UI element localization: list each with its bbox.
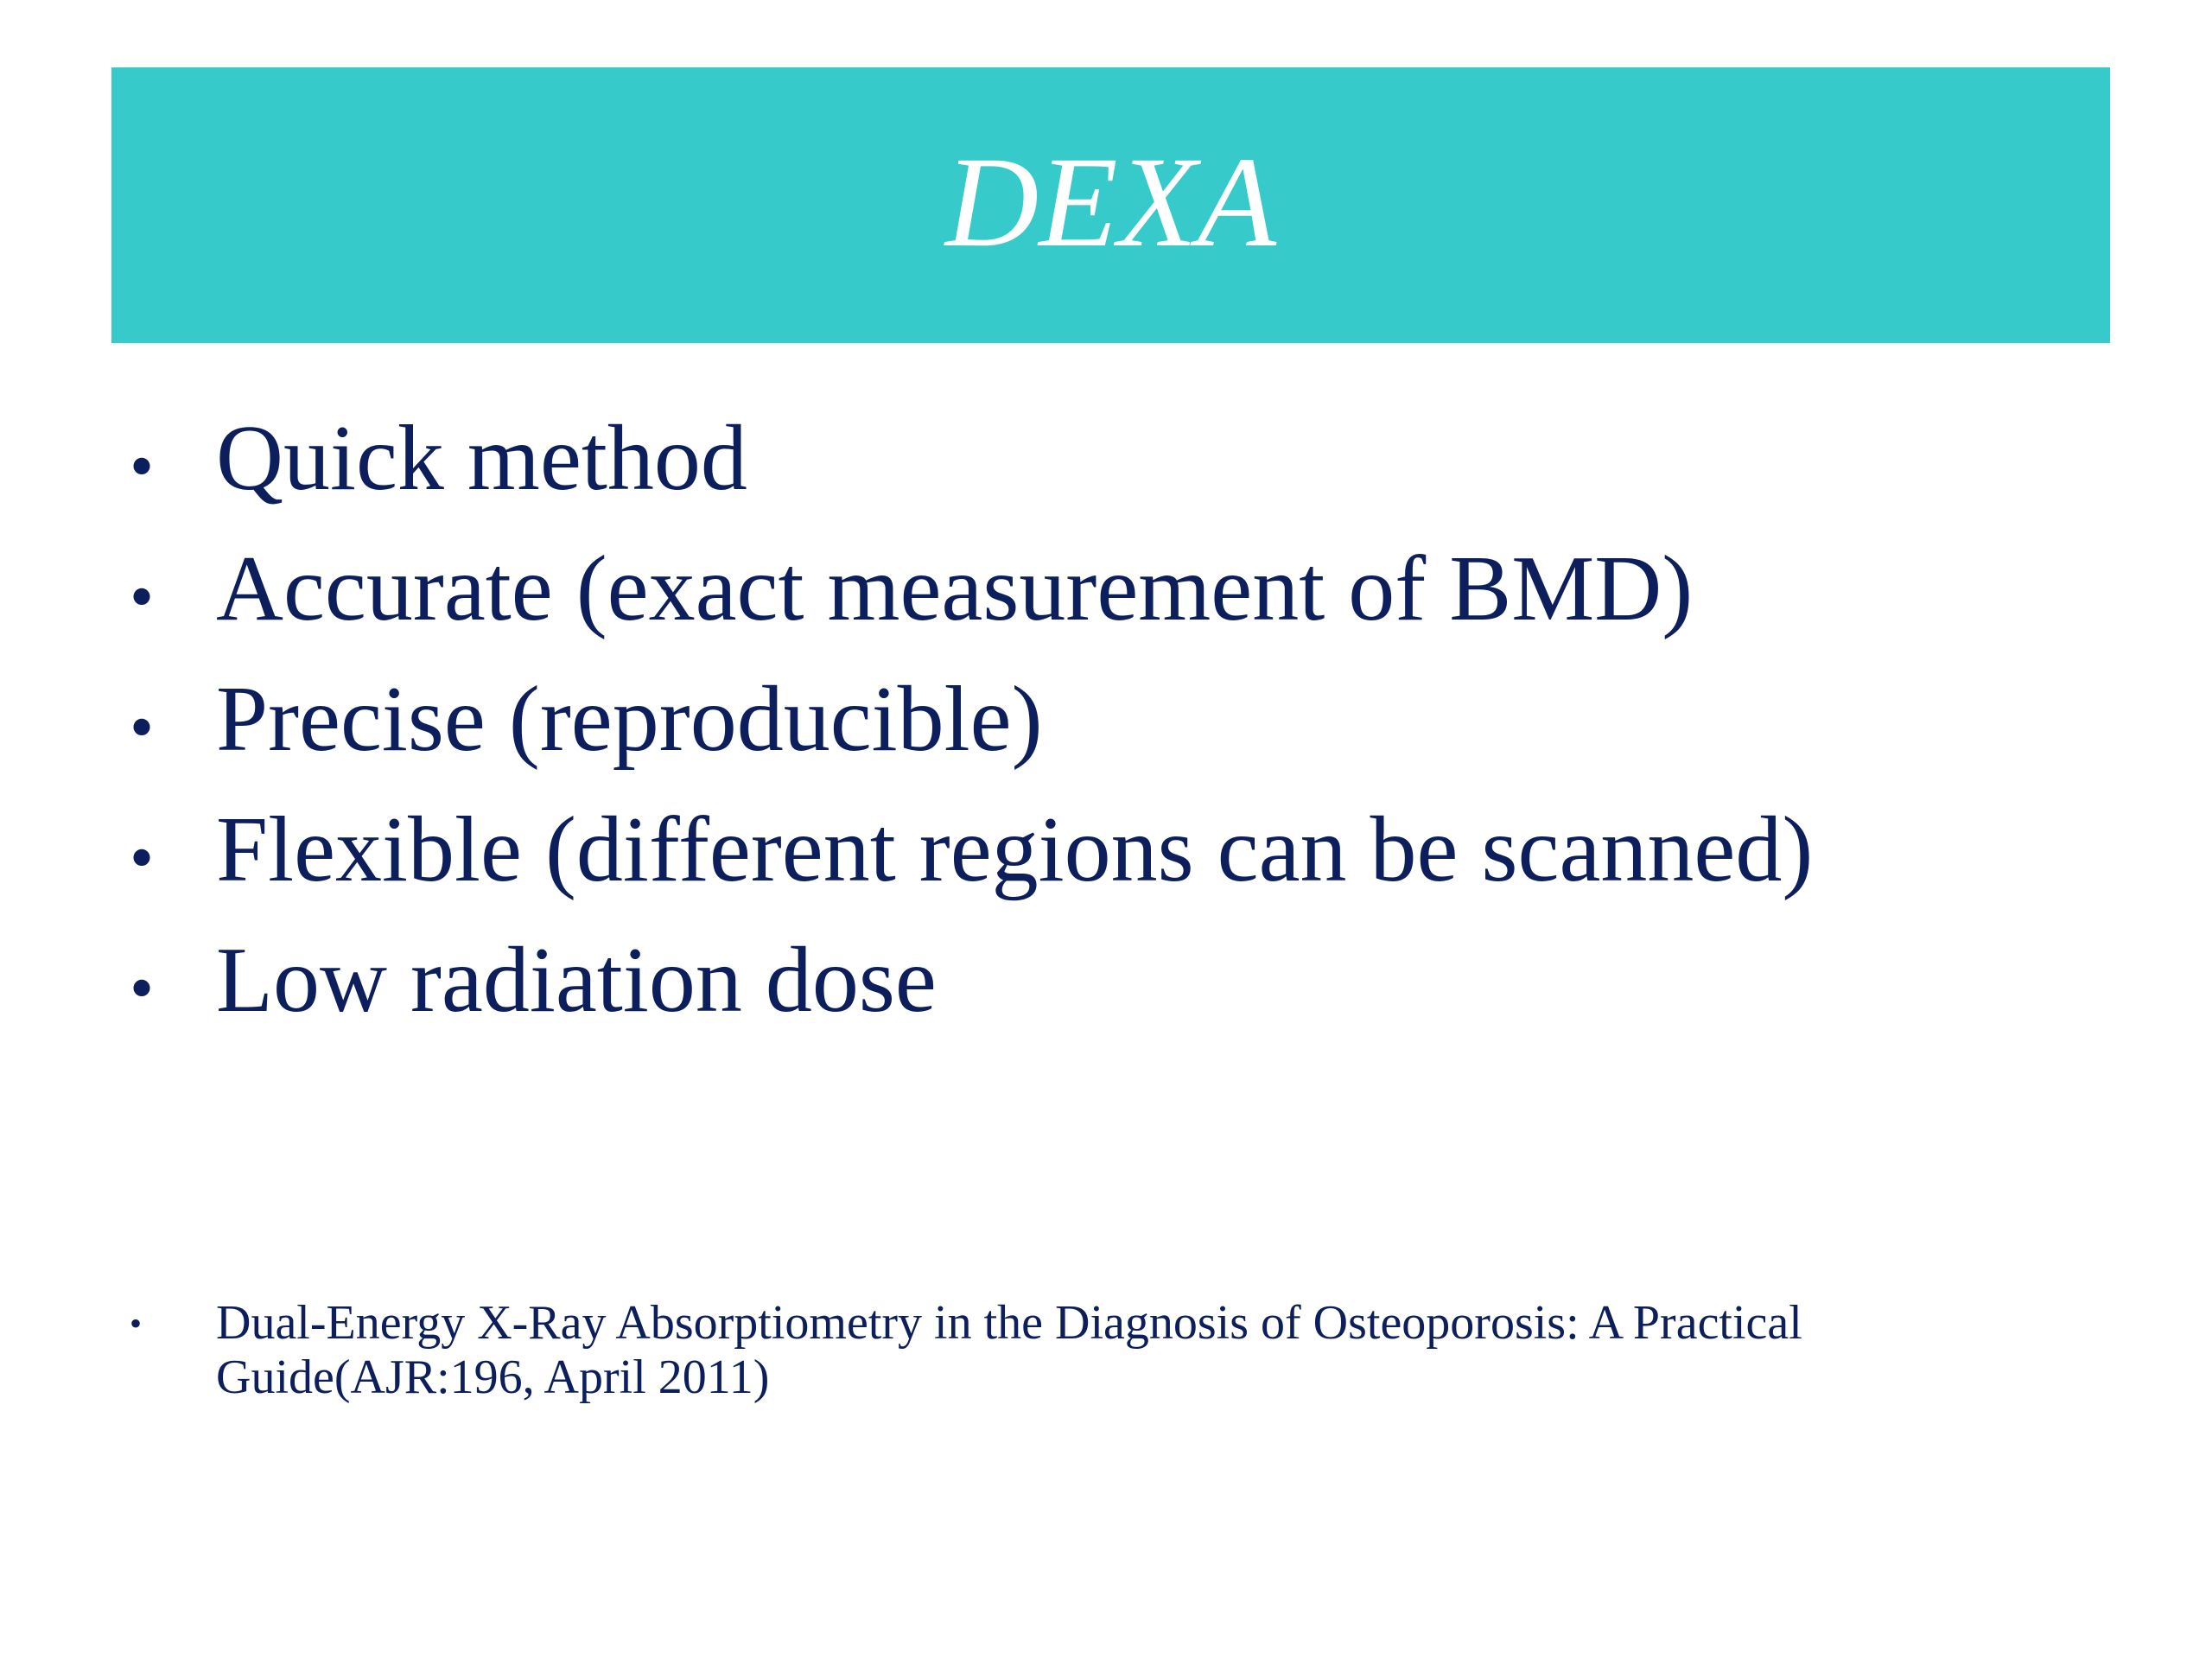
reference-text: Dual-Energy X-Ray Absorptiometry in the Diagnosis of Osteoporosis: A Practical Guide(AJR:196, April 2011) [216, 1296, 1802, 1404]
bullet-text: Low radiation dose [216, 929, 937, 1032]
bullet-item [130, 785, 2117, 915]
reference-citation [130, 1296, 2117, 1405]
bullet-text: Flexible (different regions can be scanned) [216, 798, 1814, 901]
bullet-text: Quick method [216, 407, 747, 510]
bullet-text: Precise (reproducible) [216, 668, 1043, 771]
bullet-item [130, 393, 2117, 524]
bullet-icon: • [130, 950, 155, 1027]
bullet-icon: • [130, 1304, 143, 1343]
bullet-item [130, 654, 2117, 785]
bullet-list [130, 393, 2117, 1046]
title-bar [111, 67, 2110, 343]
bullet-icon: • [130, 820, 155, 896]
bullet-icon: • [130, 429, 155, 505]
bullet-text: Accurate (exact measurement of BMD) [216, 537, 1694, 640]
bullet-item [130, 915, 2117, 1046]
bullet-icon: • [130, 559, 155, 635]
bullet-icon: • [130, 690, 155, 766]
slide-title: DEXA [944, 130, 1277, 274]
bullet-item [130, 524, 2117, 654]
